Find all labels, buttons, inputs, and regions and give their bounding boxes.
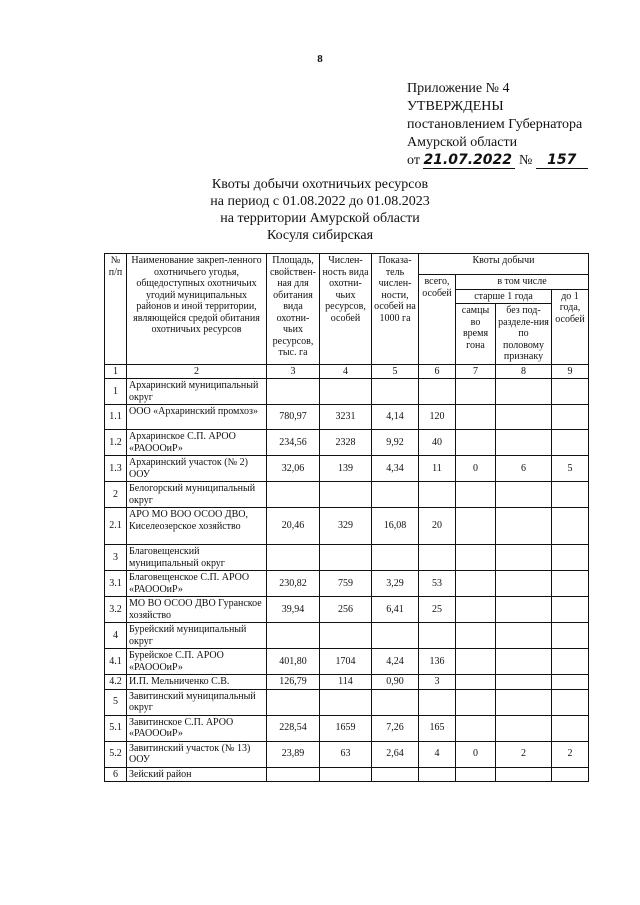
row-area: 32,06 <box>267 456 320 482</box>
table-row <box>105 545 589 571</box>
appendix-block <box>407 80 627 170</box>
row-name: Архаринское С.П. АРОО «РАОООиР» <box>127 430 267 456</box>
table-row <box>105 689 589 715</box>
row-density: 9,92 <box>372 430 419 456</box>
row-males <box>456 623 496 649</box>
row-total: 3 <box>419 675 456 690</box>
row-under1 <box>552 508 589 545</box>
row-area: 23,89 <box>267 741 320 767</box>
row-name: Благовещенское С.П. АРОО «РАОООиР» <box>127 571 267 597</box>
row-count <box>320 767 372 782</box>
row-area <box>267 482 320 508</box>
row-no: 4.1 <box>105 649 127 675</box>
row-density <box>372 482 419 508</box>
header-name: Наименование закреп-ленного охотничьего угодья, общедоступных охотничьих угодий муниципальных районов и иной территории, являющейся средой обитания охотничьих ресурсов <box>127 254 267 365</box>
row-no: 2.1 <box>105 508 127 545</box>
row-under1 <box>552 430 589 456</box>
row-count <box>320 545 372 571</box>
row-nosex <box>496 508 552 545</box>
table-row <box>105 649 589 675</box>
header-including: в том числе <box>456 275 589 290</box>
row-males <box>456 675 496 690</box>
row-total: 120 <box>419 405 456 430</box>
row-density: 4,14 <box>372 405 419 430</box>
row-under1 <box>552 715 589 741</box>
column-number-row <box>105 364 589 379</box>
table-row <box>105 456 589 482</box>
row-name: АРО МО ВОО ОСОО ДВО, Киселеозерское хозяйство <box>127 508 267 545</box>
row-total <box>419 482 456 508</box>
header-density: Показа-тель числен-ности, особей на 1000 га <box>372 254 419 365</box>
row-count: 2328 <box>320 430 372 456</box>
number-prefix: № <box>518 153 533 168</box>
row-nosex: 2 <box>496 741 552 767</box>
row-under1: 2 <box>552 741 589 767</box>
col-number: 3 <box>267 364 320 379</box>
row-nosex: 6 <box>496 456 552 482</box>
row-males: 0 <box>456 741 496 767</box>
row-name: Бурейский муниципальный округ <box>127 623 267 649</box>
row-total: 20 <box>419 508 456 545</box>
row-under1 <box>552 405 589 430</box>
row-area: 234,56 <box>267 430 320 456</box>
row-no: 5 <box>105 689 127 715</box>
col-number: 2 <box>127 364 267 379</box>
header-row-1 <box>105 254 589 275</box>
table-row <box>105 675 589 690</box>
row-area <box>267 623 320 649</box>
row-under1 <box>552 545 589 571</box>
title-line-3: на территории Амурской области <box>220 211 420 226</box>
row-count: 256 <box>320 597 372 623</box>
row-males <box>456 767 496 782</box>
header-older: старше 1 года <box>456 289 552 304</box>
title-line-2: на период с 01.08.2022 до 01.08.2023 <box>210 194 430 209</box>
row-density: 0,90 <box>372 675 419 690</box>
row-under1 <box>552 649 589 675</box>
header-under1: до 1 года, особей <box>552 289 589 364</box>
row-total: 136 <box>419 649 456 675</box>
row-under1 <box>552 379 589 405</box>
row-nosex <box>496 545 552 571</box>
row-area <box>267 689 320 715</box>
table-row <box>105 715 589 741</box>
row-name: Завитинское С.П. АРОО «РАОООиР» <box>127 715 267 741</box>
row-males: 0 <box>456 456 496 482</box>
row-count: 329 <box>320 508 372 545</box>
decree-date-line <box>407 152 627 170</box>
table-row <box>105 430 589 456</box>
row-no: 4 <box>105 623 127 649</box>
row-under1: 5 <box>552 456 589 482</box>
row-no: 1.1 <box>105 405 127 430</box>
row-density <box>372 689 419 715</box>
col-number: 4 <box>320 364 372 379</box>
row-count <box>320 379 372 405</box>
row-males <box>456 379 496 405</box>
row-nosex <box>496 571 552 597</box>
row-density <box>372 767 419 782</box>
row-nosex <box>496 623 552 649</box>
row-males <box>456 689 496 715</box>
row-name: Бурейское С.П. АРОО «РАОООиР» <box>127 649 267 675</box>
row-area <box>267 379 320 405</box>
row-no: 5.1 <box>105 715 127 741</box>
table-row <box>105 482 589 508</box>
row-count: 1704 <box>320 649 372 675</box>
region-label: Амурской области <box>407 135 518 150</box>
title-species: Косуля сибирская <box>266 228 374 243</box>
header-total: всего, особей <box>419 275 456 365</box>
row-total <box>419 623 456 649</box>
row-name: Завитинский муниципальный округ <box>127 689 267 715</box>
col-number: 9 <box>552 364 589 379</box>
row-males <box>456 482 496 508</box>
table-row <box>105 767 589 782</box>
row-name: Архаринский участок (№ 2) ООУ <box>127 456 267 482</box>
row-name: Благовещенский муниципальный округ <box>127 545 267 571</box>
row-under1 <box>552 571 589 597</box>
row-density <box>372 623 419 649</box>
row-area: 126,79 <box>267 675 320 690</box>
row-name: Завитинский участок (№ 13) ООУ <box>127 741 267 767</box>
header-area: Площадь, свойствен-ная для обитания вида охотни-чьих ресурсов, тыс. га <box>267 254 320 365</box>
header-males: самцы во время гона <box>456 304 496 365</box>
row-under1 <box>552 767 589 782</box>
row-area: 20,46 <box>267 508 320 545</box>
row-under1 <box>552 623 589 649</box>
row-nosex <box>496 405 552 430</box>
row-males <box>456 571 496 597</box>
row-density: 7,26 <box>372 715 419 741</box>
row-under1 <box>552 689 589 715</box>
handwritten-number: 157 <box>536 153 588 169</box>
table-row <box>105 508 589 545</box>
row-area: 228,54 <box>267 715 320 741</box>
row-density: 6,41 <box>372 597 419 623</box>
row-name: Архаринский муниципальный округ <box>127 379 267 405</box>
row-nosex <box>496 379 552 405</box>
document-title <box>0 176 640 244</box>
row-count <box>320 689 372 715</box>
row-males <box>456 405 496 430</box>
row-count <box>320 623 372 649</box>
col-number: 6 <box>419 364 456 379</box>
header-count: Числен-ность вида охотни-чьих ресурсов, особей <box>320 254 372 365</box>
row-no: 1 <box>105 379 127 405</box>
row-total: 40 <box>419 430 456 456</box>
row-count: 63 <box>320 741 372 767</box>
row-density: 4,24 <box>372 649 419 675</box>
row-males <box>456 545 496 571</box>
title-line-1: Квоты добычи охотничьих ресурсов <box>211 177 429 192</box>
row-nosex <box>496 430 552 456</box>
table-row <box>105 597 589 623</box>
col-number: 5 <box>372 364 419 379</box>
row-nosex <box>496 767 552 782</box>
row-no: 3 <box>105 545 127 571</box>
row-nosex <box>496 482 552 508</box>
row-under1 <box>552 597 589 623</box>
row-no: 6 <box>105 767 127 782</box>
row-count <box>320 482 372 508</box>
table-row <box>105 571 589 597</box>
row-males <box>456 597 496 623</box>
row-area <box>267 767 320 782</box>
row-total <box>419 689 456 715</box>
row-density: 4,34 <box>372 456 419 482</box>
row-no: 5.2 <box>105 741 127 767</box>
row-no: 2 <box>105 482 127 508</box>
row-nosex <box>496 689 552 715</box>
header-quotas: Квоты добычи <box>419 254 589 275</box>
row-name: МО ВО ОСОО ДВО Гуранское хозяйство <box>127 597 267 623</box>
row-total: 11 <box>419 456 456 482</box>
row-count: 1659 <box>320 715 372 741</box>
row-nosex <box>496 715 552 741</box>
row-density <box>372 379 419 405</box>
row-total: 4 <box>419 741 456 767</box>
header-nosex: без под-разделе-ния по половому признаку <box>496 304 552 365</box>
row-no: 4.2 <box>105 675 127 690</box>
row-nosex <box>496 597 552 623</box>
row-area: 230,82 <box>267 571 320 597</box>
decree-label: постановлением Губернатора <box>407 117 583 132</box>
row-no: 1.2 <box>105 430 127 456</box>
row-nosex <box>496 649 552 675</box>
row-density <box>372 545 419 571</box>
row-count: 3231 <box>320 405 372 430</box>
page-number: 8 <box>317 53 323 65</box>
table-row <box>105 741 589 767</box>
row-total <box>419 379 456 405</box>
date-prefix: от <box>407 153 420 168</box>
col-number: 7 <box>456 364 496 379</box>
row-total <box>419 767 456 782</box>
row-density: 2,64 <box>372 741 419 767</box>
row-nosex <box>496 675 552 690</box>
table-row <box>105 405 589 430</box>
row-males <box>456 649 496 675</box>
row-density: 3,29 <box>372 571 419 597</box>
row-area: 39,94 <box>267 597 320 623</box>
appendix-title: Приложение № 4 <box>407 81 510 96</box>
row-total: 165 <box>419 715 456 741</box>
row-count: 759 <box>320 571 372 597</box>
row-total <box>419 545 456 571</box>
row-area: 780,97 <box>267 405 320 430</box>
row-area: 401,80 <box>267 649 320 675</box>
row-name: ООО «Архаринский промхоз» <box>127 405 267 430</box>
row-no: 3.2 <box>105 597 127 623</box>
row-under1 <box>552 482 589 508</box>
row-count: 139 <box>320 456 372 482</box>
row-total: 25 <box>419 597 456 623</box>
row-no: 3.1 <box>105 571 127 597</box>
row-under1 <box>552 675 589 690</box>
quota-table <box>104 253 589 782</box>
col-number: 8 <box>496 364 552 379</box>
row-name: И.П. Мельниченко С.В. <box>127 675 267 690</box>
table-row <box>105 623 589 649</box>
row-count: 114 <box>320 675 372 690</box>
table-row <box>105 379 589 405</box>
row-name: Зейский район <box>127 767 267 782</box>
row-name: Белогорский муниципальный округ <box>127 482 267 508</box>
row-males <box>456 508 496 545</box>
row-males <box>456 715 496 741</box>
row-area <box>267 545 320 571</box>
row-density: 16,08 <box>372 508 419 545</box>
handwritten-date: 21.07.2022 <box>423 153 515 169</box>
row-males <box>456 430 496 456</box>
row-total: 53 <box>419 571 456 597</box>
approved-label: УТВЕРЖДЕНЫ <box>407 99 504 114</box>
header-no: № п/п <box>105 254 127 365</box>
row-no: 1.3 <box>105 456 127 482</box>
col-number: 1 <box>105 364 127 379</box>
